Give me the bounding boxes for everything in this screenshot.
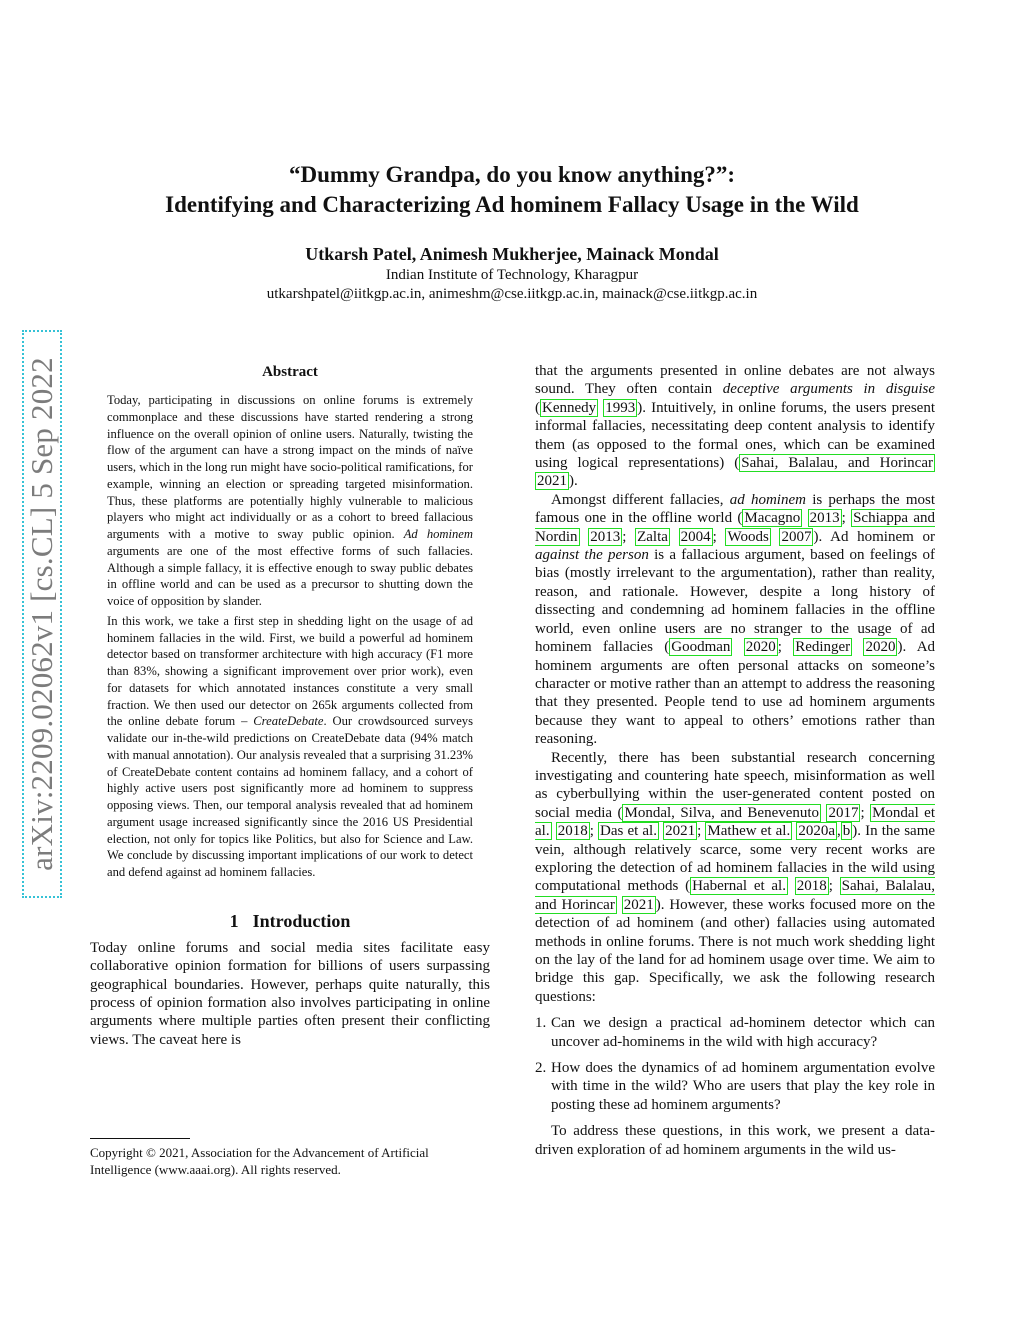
text-run: Recently, there has been substantial research concerning investigating and countering hate speech, misinformation as well as cyberbullying within the user-generated content posted on social media ( (535, 749, 935, 821)
text-run: is perhaps the most famous one in the offline world ( (535, 491, 935, 527)
right-column (535, 362, 935, 1159)
list-item (535, 1059, 935, 1114)
list-marker: 1. (535, 1015, 547, 1032)
citation-link[interactable]: Sahai, Balalau, and Horincar (535, 878, 936, 913)
citation-year-link[interactable]: 2007 (781, 528, 812, 545)
citation-link[interactable]: Habernal et al. (692, 878, 786, 895)
citation-year-link[interactable]: 2021 (623, 896, 654, 913)
citation-link[interactable]: Kennedy (542, 399, 597, 416)
text-run: ; (697, 823, 706, 840)
text-run-italic: against the person (535, 547, 649, 564)
list-marker: 2. (535, 1060, 547, 1077)
body-paragraph: Today online forums and social media sites facilitate easy collaborative opinion formation for billions of users surpassing geographical boundaries. However, perhaps quite naturally, this process of opinion formation also involves participating in online arguments where multiple parties often present their conflicting views. The caveat here is (90, 939, 490, 1048)
text-run: ). Ad hominem or (813, 528, 935, 545)
citation-link[interactable]: Mondal, Silva, and Benevenuto (624, 804, 820, 821)
list-item-text: Can we design a practical ad-hominem detector which can uncover ad-hominems in the wild with high accuracy? (551, 1015, 935, 1050)
body-paragraph (535, 362, 935, 491)
text-run: ( (535, 399, 540, 416)
citation-year-link[interactable]: 2018 (557, 823, 588, 840)
citation-year-link[interactable]: 1993 (605, 399, 636, 416)
affiliation: Indian Institute of Technology, Kharagpur (385, 267, 639, 283)
citation-link[interactable]: Das et al. (600, 823, 657, 840)
citation-year-link[interactable]: 2013 (590, 528, 621, 545)
text-run-italic: ad hominem (729, 491, 806, 508)
list-item (535, 1014, 935, 1051)
abstract-heading: Abstract (262, 364, 318, 380)
text-run: ; (828, 878, 840, 895)
citation-link[interactable]: Goodman (671, 639, 731, 656)
citation-year-link[interactable]: 2020a (798, 823, 836, 840)
citation-link[interactable]: Zalta (637, 528, 668, 545)
citation-link[interactable]: Redinger (795, 639, 851, 656)
citation-link[interactable]: Mathew et al. (707, 823, 791, 840)
left-column (90, 362, 490, 1049)
text-run-italic: deceptive arguments in disguise (722, 381, 936, 398)
text-run: that the arguments presented in online debates are not always sound. They often contain (535, 363, 935, 398)
text-run: ; (589, 823, 598, 840)
text-run-italic: CreateDebate (253, 714, 324, 729)
citation-year-link[interactable]: 2021 (537, 473, 567, 490)
intro-left-text (90, 939, 490, 1049)
text-run: ). In the same vein, although relatively scarce, some very recent works are exploring the detection of ad hominem fallacies in the wild using computational methods ( (535, 823, 936, 895)
text-run: ). However, these works focused more on the detection of ad hominem (and other) fallacies using automated methods in online forums. There is not much work shedding light on the lay of the land for ad hominem usage over time. We aim to bridge this gap. Specifically, we ask the following research questions: (535, 896, 935, 1005)
abstract-body (90, 392, 490, 881)
arxiv-stamp[interactable] (22, 330, 62, 898)
section-title-text: Introduction (252, 910, 351, 931)
author-emails: utkarshpatel@iitkgp.ac.in, animeshm@cse.iitkgp.ac.in, mainack@cse.iitkgp.ac.in (266, 286, 758, 302)
citation-year-link[interactable]: 2018 (796, 878, 827, 895)
text-run: Amongst different fallacies, (551, 491, 730, 508)
abstract-paragraph (107, 613, 473, 881)
section-heading-introduction (90, 909, 490, 933)
text-run-italic: Ad hominem (403, 527, 473, 541)
body-paragraph: To address these questions, in this work, we present a data-driven exploration of ad hominem arguments in the wild us- (535, 1123, 935, 1158)
citation-link[interactable]: Sahai, Balalau, and Horincar (741, 455, 933, 472)
author-list: Utkarsh Patel, Animesh Mukherjee, Mainack Mondal (305, 244, 719, 264)
citation-year-link[interactable]: 2021 (665, 823, 696, 840)
text-run: ). (569, 473, 578, 490)
text-run: arguments are one of the most effective forms of such fallacies. Although a simple fallacy, it is effective enough to sway public debates in offline world and can be used as a precursor to shutting down the voice of opposition by slander. (107, 543, 473, 608)
citation-year-link[interactable]: 2020 (745, 639, 776, 656)
citation-link[interactable]: Schiappa and Nordin (535, 510, 936, 545)
paper-title (0, 160, 1024, 220)
text-run: ; (777, 639, 794, 656)
text-run: Today, participating in discussions on online forums is extremely commonplace and these discussions have started rendering a strong influence on the overall opinion of online users. Naturally, twisting the flow of the argument can have a strong impact on the minds of naïve users, which in the long run might have socio-political ramifications, for example, winning an election or spreading targeted misinformation. Thus, these platforms are potentially highly vulnerable to malicious players who might act individually or as a cohort to breed fallacious arguments with a motive to sway public opinion. (107, 393, 473, 541)
research-questions-list (535, 1014, 935, 1114)
arxiv-id-text: arXiv:2209.02062v1 [cs.CL] 5 Sep 2022 (24, 357, 59, 871)
title-line-2: Identifying and Characterizing Ad hominem Fallacy Usage in the Wild (165, 192, 859, 217)
text-run: . Our crowdsourced surveys validate our in-the-wild predictions on CreateDebate data (94% match with manual annotation). Our analysis revealed that a surprising 31.23% of CreateDebate content contains ad hominem fallacy, and a cohort of highly active users post significantly more ad hominem to suppress opposing views. Then, our temporal analysis revealed that ad hominem argument usage increased significantly since the 2016 US Presidential election, not only for topics like Politics, but also for Science and Law. We conclude by discussing important implications of our work to detect and defend against ad hominem fallacies. (107, 714, 473, 879)
text-run: In this work, we take a first step in shedding light on the usage of ad hominem fallacies in the wild. First, we build a powerful ad hominem detector based on transformer architecture with high accuracy (F1 more than 83%, showing a significant improvement over prior work), even for datasets for which annotated instances constitute a very small fraction. We then used our detector on 265k arguments collected from the online debate forum – (107, 613, 473, 729)
citation-year-link[interactable]: 2013 (809, 510, 840, 527)
text-run: ). Intuitively, in online forums, the users present informal fallacies, necessitating deep content analysis to identify them (as opposed to the formal ones, which can be examined using logical representations) ( (535, 399, 935, 472)
title-block (0, 160, 1024, 304)
citation-year-link[interactable]: b (842, 823, 851, 840)
body-paragraph (535, 491, 935, 749)
citation-link[interactable]: Woods (727, 528, 769, 545)
body-paragraph: Recently, there has been substantial research concerning investigating and countering hate speech, misinformation as well as cyberbullying within the user-generated content posted on social media ( Mondal, Silva, and Benevenuto 2017 ; Mondal et al. 2018 ; Das et al. 2021 ; Mathew et al. 2020a , b ). In the same vein, although relatively scarce, some very recent works are exploring the detection of ad hominem fallacies in the wild using computational methods ( Habernal et al. 2018 ; Sahai, Balalau, and Horincar 2021 ). However, these works focused more on the detection of ad hominem (and other) fallacies using automated methods in online forums. There is not much work shedding light on the lay of the land for ad hominem usage over time. We aim to bridge this gap. Specifically, we ask the following research questions: (535, 749, 936, 1005)
citation-link[interactable]: Macagno (744, 510, 801, 527)
text-run: ; (622, 528, 636, 545)
copyright-footnote (90, 1138, 490, 1178)
citation-year-link[interactable]: 2017 (828, 804, 859, 821)
footnote-rule (90, 1138, 190, 1139)
abstract-paragraph (107, 392, 473, 610)
title-line-1: “Dummy Grandpa, do you know anything?”: (288, 162, 736, 187)
text-run: ; (712, 528, 726, 545)
footnote-text: Copyright © 2021, Association for the Advancement of Artificial Intelligence (www.aaai.org). All rights reserved. (90, 1145, 429, 1177)
citation-year-link[interactable]: 2020 (865, 639, 896, 656)
citation-link[interactable]: Mondal et al. (535, 804, 935, 840)
text-run: ). Ad hominem arguments are often personal attacks on someone’s character or motive rather than an attempt to address the reasoning that they presented. People tend to use ad hominem arguments because they want to appeal to others’ emotions rather than reasoning. (535, 639, 936, 748)
list-item-text: How does the dynamics of ad hominem argumentation evolve with time in the wild? Who are users that play the key role in posting these ad hominem arguments? (551, 1060, 935, 1113)
section-number: 1 (229, 910, 239, 931)
citation-year-link[interactable]: 2004 (680, 528, 711, 545)
text-run: ; (841, 510, 852, 527)
text-run: is a fallacious argument, based on feelings of bias (mostly irrelevant to the argumentation), rather than reality, reason, and rationale. However, despite a long history of dissecting and condemning ad hominem fallacies in the offline world, even online users are no stranger to the usage of ad hominem fallacies ( (535, 547, 935, 656)
text-run: ; (860, 804, 871, 821)
